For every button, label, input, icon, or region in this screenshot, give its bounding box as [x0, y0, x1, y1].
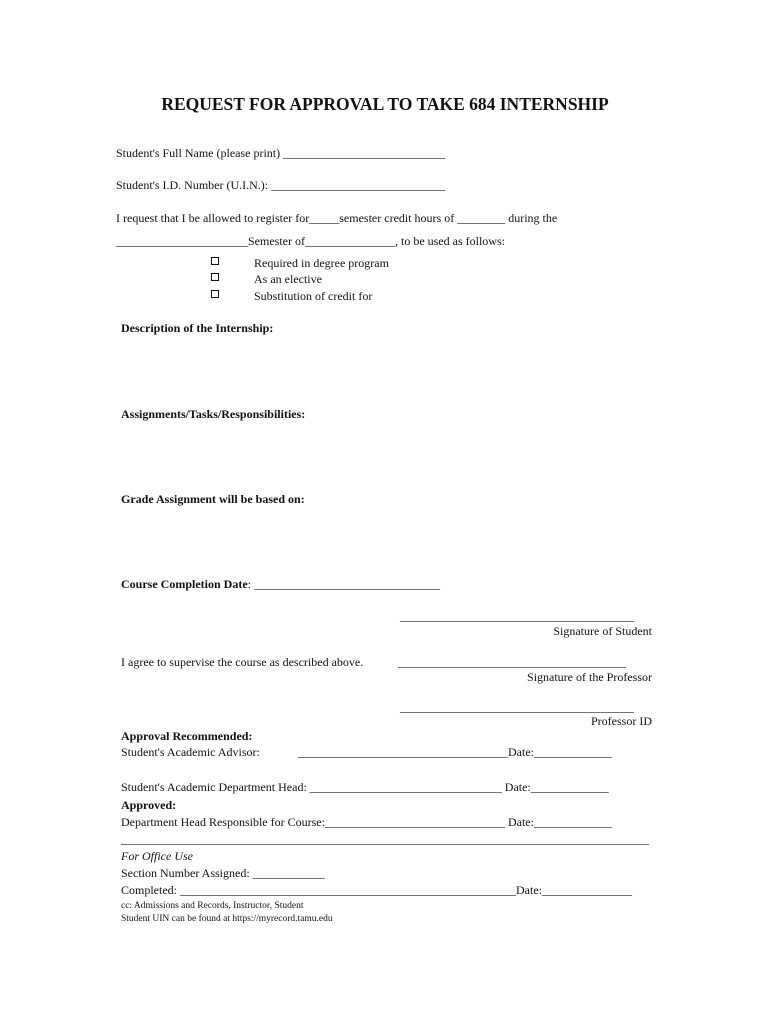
section-number-line: Section Number Assigned: ____________	[121, 866, 325, 880]
checkbox-substitution[interactable]	[211, 290, 219, 298]
advisor-signature-line: ___________________________________Date:_____________	[298, 745, 612, 759]
description-heading: Description of the Internship:	[121, 321, 274, 335]
approval-recommended-heading: Approval Recommended:	[121, 729, 253, 743]
professor-id-label: Professor ID	[591, 714, 652, 728]
completion-date-line: : _______________________________	[247, 577, 440, 591]
separator-line: ________________________________________________________________________________________	[121, 832, 649, 846]
uin-note: Student UIN can be found at https://myrecord.tamu.edu	[121, 914, 333, 924]
request-line-1: I request that I be allowed to register for_____semester credit hours of ________ during the	[116, 211, 558, 225]
option-elective-label: As an elective	[254, 272, 322, 286]
option-required-label: Required in degree program	[254, 256, 389, 270]
completed-line: Completed: ________________________________________________________Date:_______________	[121, 883, 632, 897]
agree-text: I agree to supervise the course as described above.	[121, 655, 364, 669]
dept-head-line: Student's Academic Department Head: ________________________________ Date:_____________	[121, 780, 609, 794]
checkbox-elective[interactable]	[211, 273, 219, 281]
professor-signature-label: Signature of the Professor	[527, 670, 652, 684]
student-signature-label: Signature of Student	[553, 624, 652, 638]
assignments-heading: Assignments/Tasks/Responsibilities:	[121, 407, 306, 421]
professor-signature-line: ______________________________________	[398, 655, 626, 669]
cc-note: cc: Admissions and Records, Instructor, Student	[121, 901, 304, 911]
completion-date-row	[121, 578, 440, 590]
uin-field: Student's I.D. Number (U.I.N.): _____________________________	[116, 178, 446, 192]
option-substitution-label: Substitution of credit for	[254, 289, 373, 303]
advisor-label: Student's Academic Advisor:	[121, 745, 260, 759]
checkbox-required[interactable]	[211, 257, 219, 265]
grade-heading: Grade Assignment will be based on:	[121, 492, 305, 506]
student-signature-line: _______________________________________	[400, 609, 634, 623]
page-title: REQUEST FOR APPROVAL TO TAKE 684 INTERNSHIP	[161, 94, 609, 114]
office-use-heading: For Office Use	[121, 849, 193, 863]
approved-heading: Approved:	[121, 798, 177, 812]
full-name-field: Student's Full Name (please print) ___________________________	[116, 146, 446, 160]
completion-date-label: Course Completion Date	[121, 577, 248, 591]
request-line-2: ______________________Semester of_______________, to be used as follows:	[116, 234, 505, 248]
course-head-line: Department Head Responsible for Course:______________________________ Date:_____________	[121, 815, 612, 829]
professor-id-line: _______________________________________	[400, 700, 634, 714]
